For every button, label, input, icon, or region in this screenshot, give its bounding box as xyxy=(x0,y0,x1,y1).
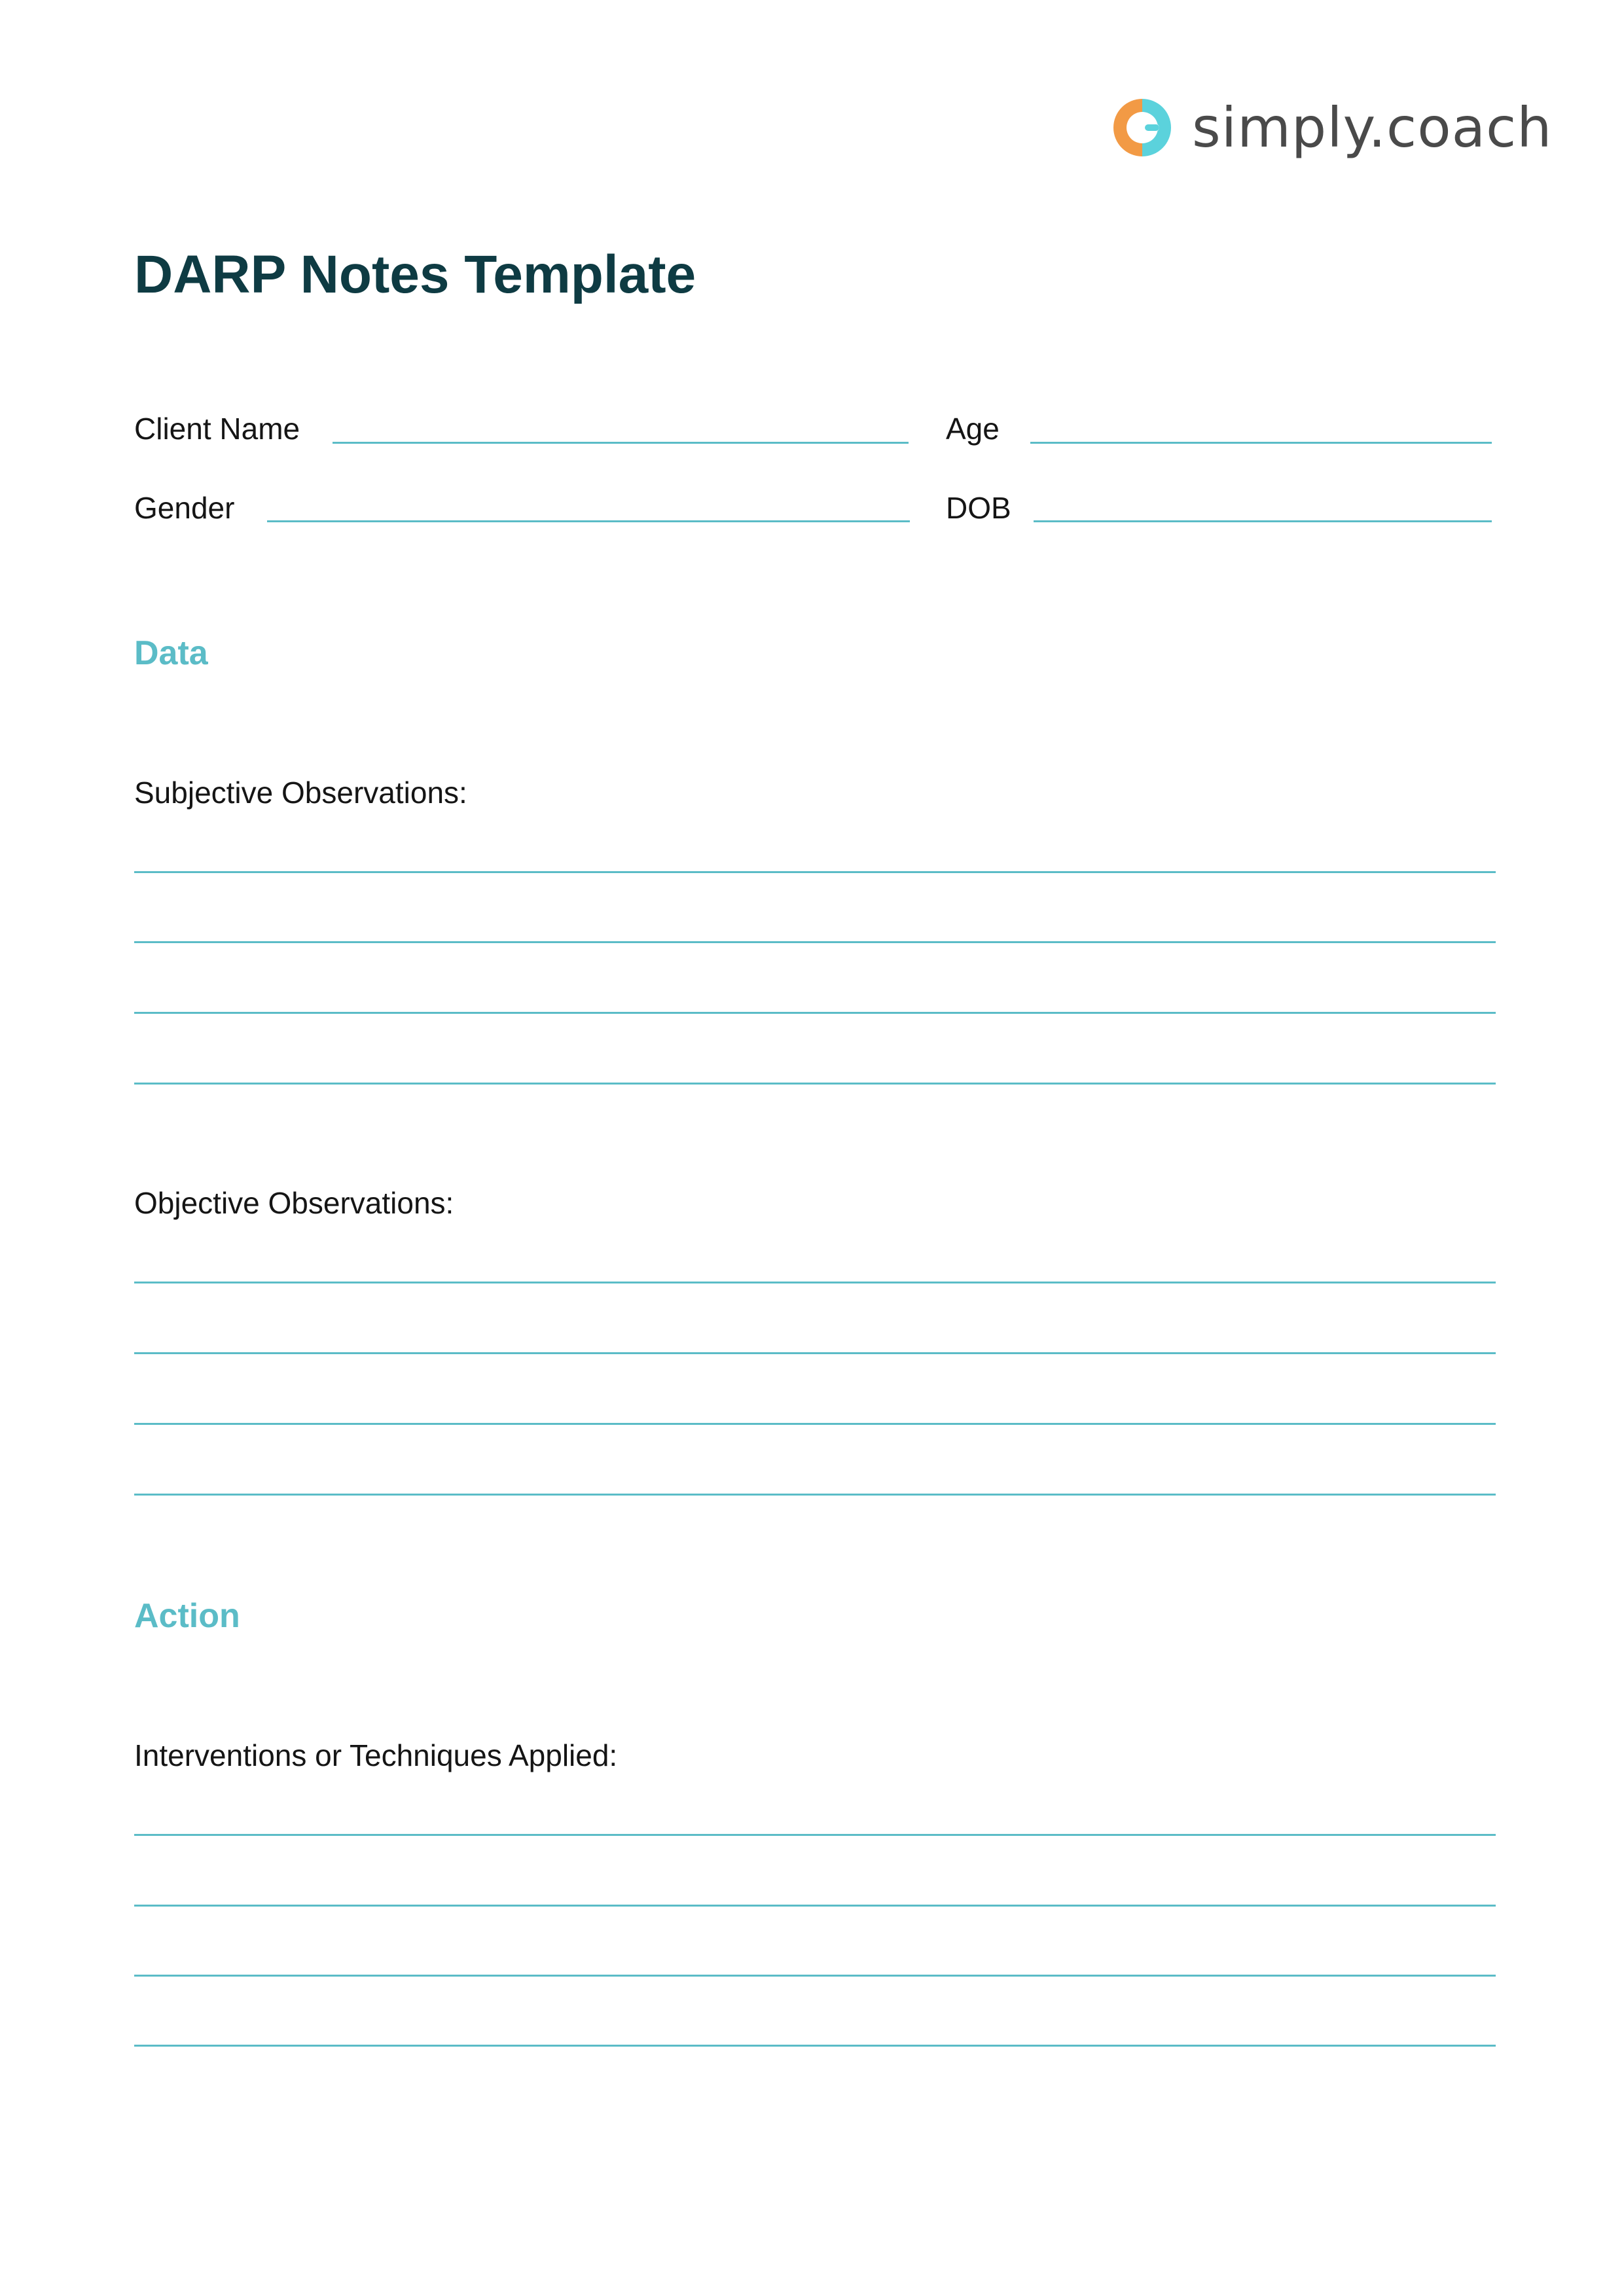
subjective-line-3[interactable] xyxy=(134,1012,1496,1014)
simply-coach-logo-icon xyxy=(1110,95,1175,160)
interventions-line-4[interactable] xyxy=(134,2045,1496,2047)
subjective-line-1[interactable] xyxy=(134,871,1496,873)
dob-label: DOB xyxy=(946,491,1011,525)
gender-input-line[interactable] xyxy=(267,520,910,522)
objective-line-3[interactable] xyxy=(134,1423,1496,1425)
objective-line-4[interactable] xyxy=(134,1494,1496,1496)
age-input-line[interactable] xyxy=(1030,442,1492,444)
interventions-line-3[interactable] xyxy=(134,1975,1496,1977)
client-name-input-line[interactable] xyxy=(333,442,909,444)
brand-name: simply.coach xyxy=(1192,96,1553,160)
gender-field xyxy=(134,493,234,523)
dob-field xyxy=(946,493,1011,523)
dob-input-line[interactable] xyxy=(1034,520,1492,522)
client-name-label: Client Name xyxy=(134,412,300,446)
objective-line-2[interactable] xyxy=(134,1352,1496,1354)
gender-label: Gender xyxy=(134,491,235,525)
brand-logo xyxy=(1110,92,1553,164)
interventions-line-2[interactable] xyxy=(134,1905,1496,1907)
client-name-field xyxy=(134,414,300,444)
age-label: Age xyxy=(946,412,1000,446)
subjective-line-4[interactable] xyxy=(134,1083,1496,1085)
objective-line-1[interactable] xyxy=(134,1282,1496,1283)
age-field xyxy=(946,414,1000,444)
objective-observations-label: Objective Observations: xyxy=(134,1186,454,1220)
page-title: DARP Notes Template xyxy=(134,245,696,304)
subjective-line-2[interactable] xyxy=(134,941,1496,943)
interventions-line-1[interactable] xyxy=(134,1834,1496,1836)
section-heading-action: Action xyxy=(134,1597,240,1635)
subjective-observations-label: Subjective Observations: xyxy=(134,776,467,810)
interventions-label: Interventions or Techniques Applied: xyxy=(134,1738,618,1772)
section-heading-data: Data xyxy=(134,634,208,672)
